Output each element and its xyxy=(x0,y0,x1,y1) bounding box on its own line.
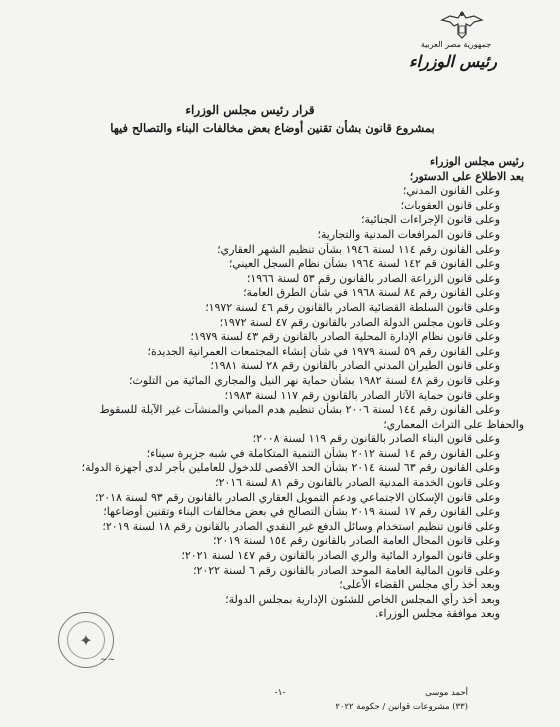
body-line: وعلى قانون تنظيم استخدام وسائل الدفع غير النقدي الصادر بالقانون رقم ١٨ لسنة ٢٠١٩؛ xyxy=(102,519,500,533)
body-line: بعد الاطلاع على الدستور؛ xyxy=(409,169,524,183)
body-line: وبعد موافقة مجلس الوزراء. xyxy=(374,607,500,621)
body-line: وعلى قانون المحال العامة الصادر بالقانون رقم ١٥٤ لسنة ٢٠١٩؛ xyxy=(213,534,500,548)
body-line: والحفاظ على التراث المعماري؛ xyxy=(383,417,524,431)
body-line: وعلى قانون الطيران المدني الصادر بالقانون رقم ٢٨ لسنة ١٩٨١؛ xyxy=(210,359,500,373)
body-line: وعلى قانون المرافعات المدنية والتجارية؛ xyxy=(317,227,500,241)
body-line: وعلى قانون مجلس الدولة الصادر بالقانون رقم ٤٧ لسنة ١٩٧٢؛ xyxy=(219,315,500,329)
body-line: وبعد أخذ رأي مجلس القضاء الأعلى؛ xyxy=(339,578,500,592)
body-line: وعلى القانون رقم ١١٤ لسنة ١٩٤٦ بشأن تنظيم الشهر العقاري؛ xyxy=(217,242,500,256)
signature-mark: ~~ xyxy=(100,655,116,665)
office-title: رئيس الوزراء xyxy=(409,52,497,71)
decree-title: قرار رئيس مجلس الوزراء xyxy=(185,103,315,117)
body-line: رئيس مجلس الوزراء xyxy=(429,155,524,168)
body-line: وعلى قانون الزراعة الصادر بالقانون رقم ٥٣ لسنة ١٩٦٦؛ xyxy=(246,271,500,285)
body-line: وعلى قانون الخدمة المدنية الصادر بالقانون رقم ٨١ لسنة ٢٠١٦؛ xyxy=(215,476,500,490)
body-line: وعلى القانون رقم ٥٩ لسنة ١٩٧٩ في شأن إنشاء المجتمعات العمرانية الجديدة؛ xyxy=(147,344,500,358)
body-line: وعلى القانون المدني؛ xyxy=(402,184,500,198)
body-line: وعلى القانون رقم ١٧ لسنة ٢٠١٩ بشأن التصالح في بعض مخالفات البناء وتقنين أوضاعها؛ xyxy=(103,505,500,519)
footer-name: أحمد موسى xyxy=(425,688,468,698)
body-line: وعلى قانون الموارد المائية والري الصادر بالقانون رقم ١٤٧ لسنة ٢٠٢١؛ xyxy=(181,549,500,563)
page-number: -١- xyxy=(274,688,286,698)
republic-label: جمهورية مصر العربية xyxy=(420,40,492,49)
body-line: وعلى قانون الإسكان الاجتماعي ودعم التمويل العقاري الصادر بالقانون رقم ٩٣ لسنة ٢٠١٨؛ xyxy=(94,490,500,504)
body-line: وعلى قانون حماية الآثار الصادر بالقانون رقم ١١٧ لسنة ١٩٨٣؛ xyxy=(224,388,500,402)
body-line: وعلى قانون المالية العامة الموحد الصادر بالقانون رقم ٦ لسنة ٢٠٢٢؛ xyxy=(193,563,500,577)
body-line: وعلى قانون العقوبات؛ xyxy=(400,198,500,212)
decree-body xyxy=(14,155,524,622)
footer-reference: (٣٣) مشروعات قوانين / حكومة ٢٠٢٢ xyxy=(335,702,468,712)
body-line: وعلى قانون السلطة القضائية الصادر بالقانون رقم ٤٦ لسنة ١٩٧٢؛ xyxy=(205,300,500,314)
body-line: وعلى القانون رقم ١٤ لسنة ٢٠١٢ بشأن التنمية المتكاملة في شبه جزيرة سيناء؛ xyxy=(146,446,500,460)
body-line: وعلى قانون نظام الإدارة المحلية الصادر بالقانون رقم ٤٣ لسنة ١٩٧٩؛ xyxy=(190,330,500,344)
body-line: وعلى قانون البناء الصادر بالقانون رقم ١١٩ لسنة ٢٠٠٨؛ xyxy=(252,432,500,446)
body-line: وبعد أخذ رأي المجلس الخاص للشئون الإدارية بمجلس الدولة؛ xyxy=(225,592,500,606)
body-line: وعلى القانون قم ١٤٢ لسنة ١٩٦٤ بشأن نظام السجل العيني؛ xyxy=(228,257,500,271)
body-line: وعلى قانون الإجراءات الجنائية؛ xyxy=(360,213,500,227)
decree-subtitle: بمشروع قانون بشأن تقنين أوضاع بعض مخالفات البناء والتصالح فيها xyxy=(110,121,435,135)
body-line: وعلى القانون رقم ٨٤ لسنة ١٩٦٨ في شأن الطرق العامة؛ xyxy=(243,286,500,300)
body-line: وعلى قانون رقم ٤٨ لسنة ١٩٨٢ بشأن حماية نهر النيل والمجاري المائية من التلوث؛ xyxy=(129,373,500,387)
body-line: وعلى القانون رقم ٦٣ لسنة ٢٠١٤ بشأن الحد الأقصى للدخول للعاملين بأجر لدى أجهزة الدولة؛ xyxy=(81,461,500,475)
body-line: وعلى القانون رقم ١٤٤ لسنة ٢٠٠٦ بشأن تنظيم هدم المباني والمنشآت غير الآيلة للسقوط xyxy=(99,403,500,417)
eagle-emblem-icon xyxy=(436,8,488,42)
official-seal-icon: ✦ xyxy=(58,612,114,668)
